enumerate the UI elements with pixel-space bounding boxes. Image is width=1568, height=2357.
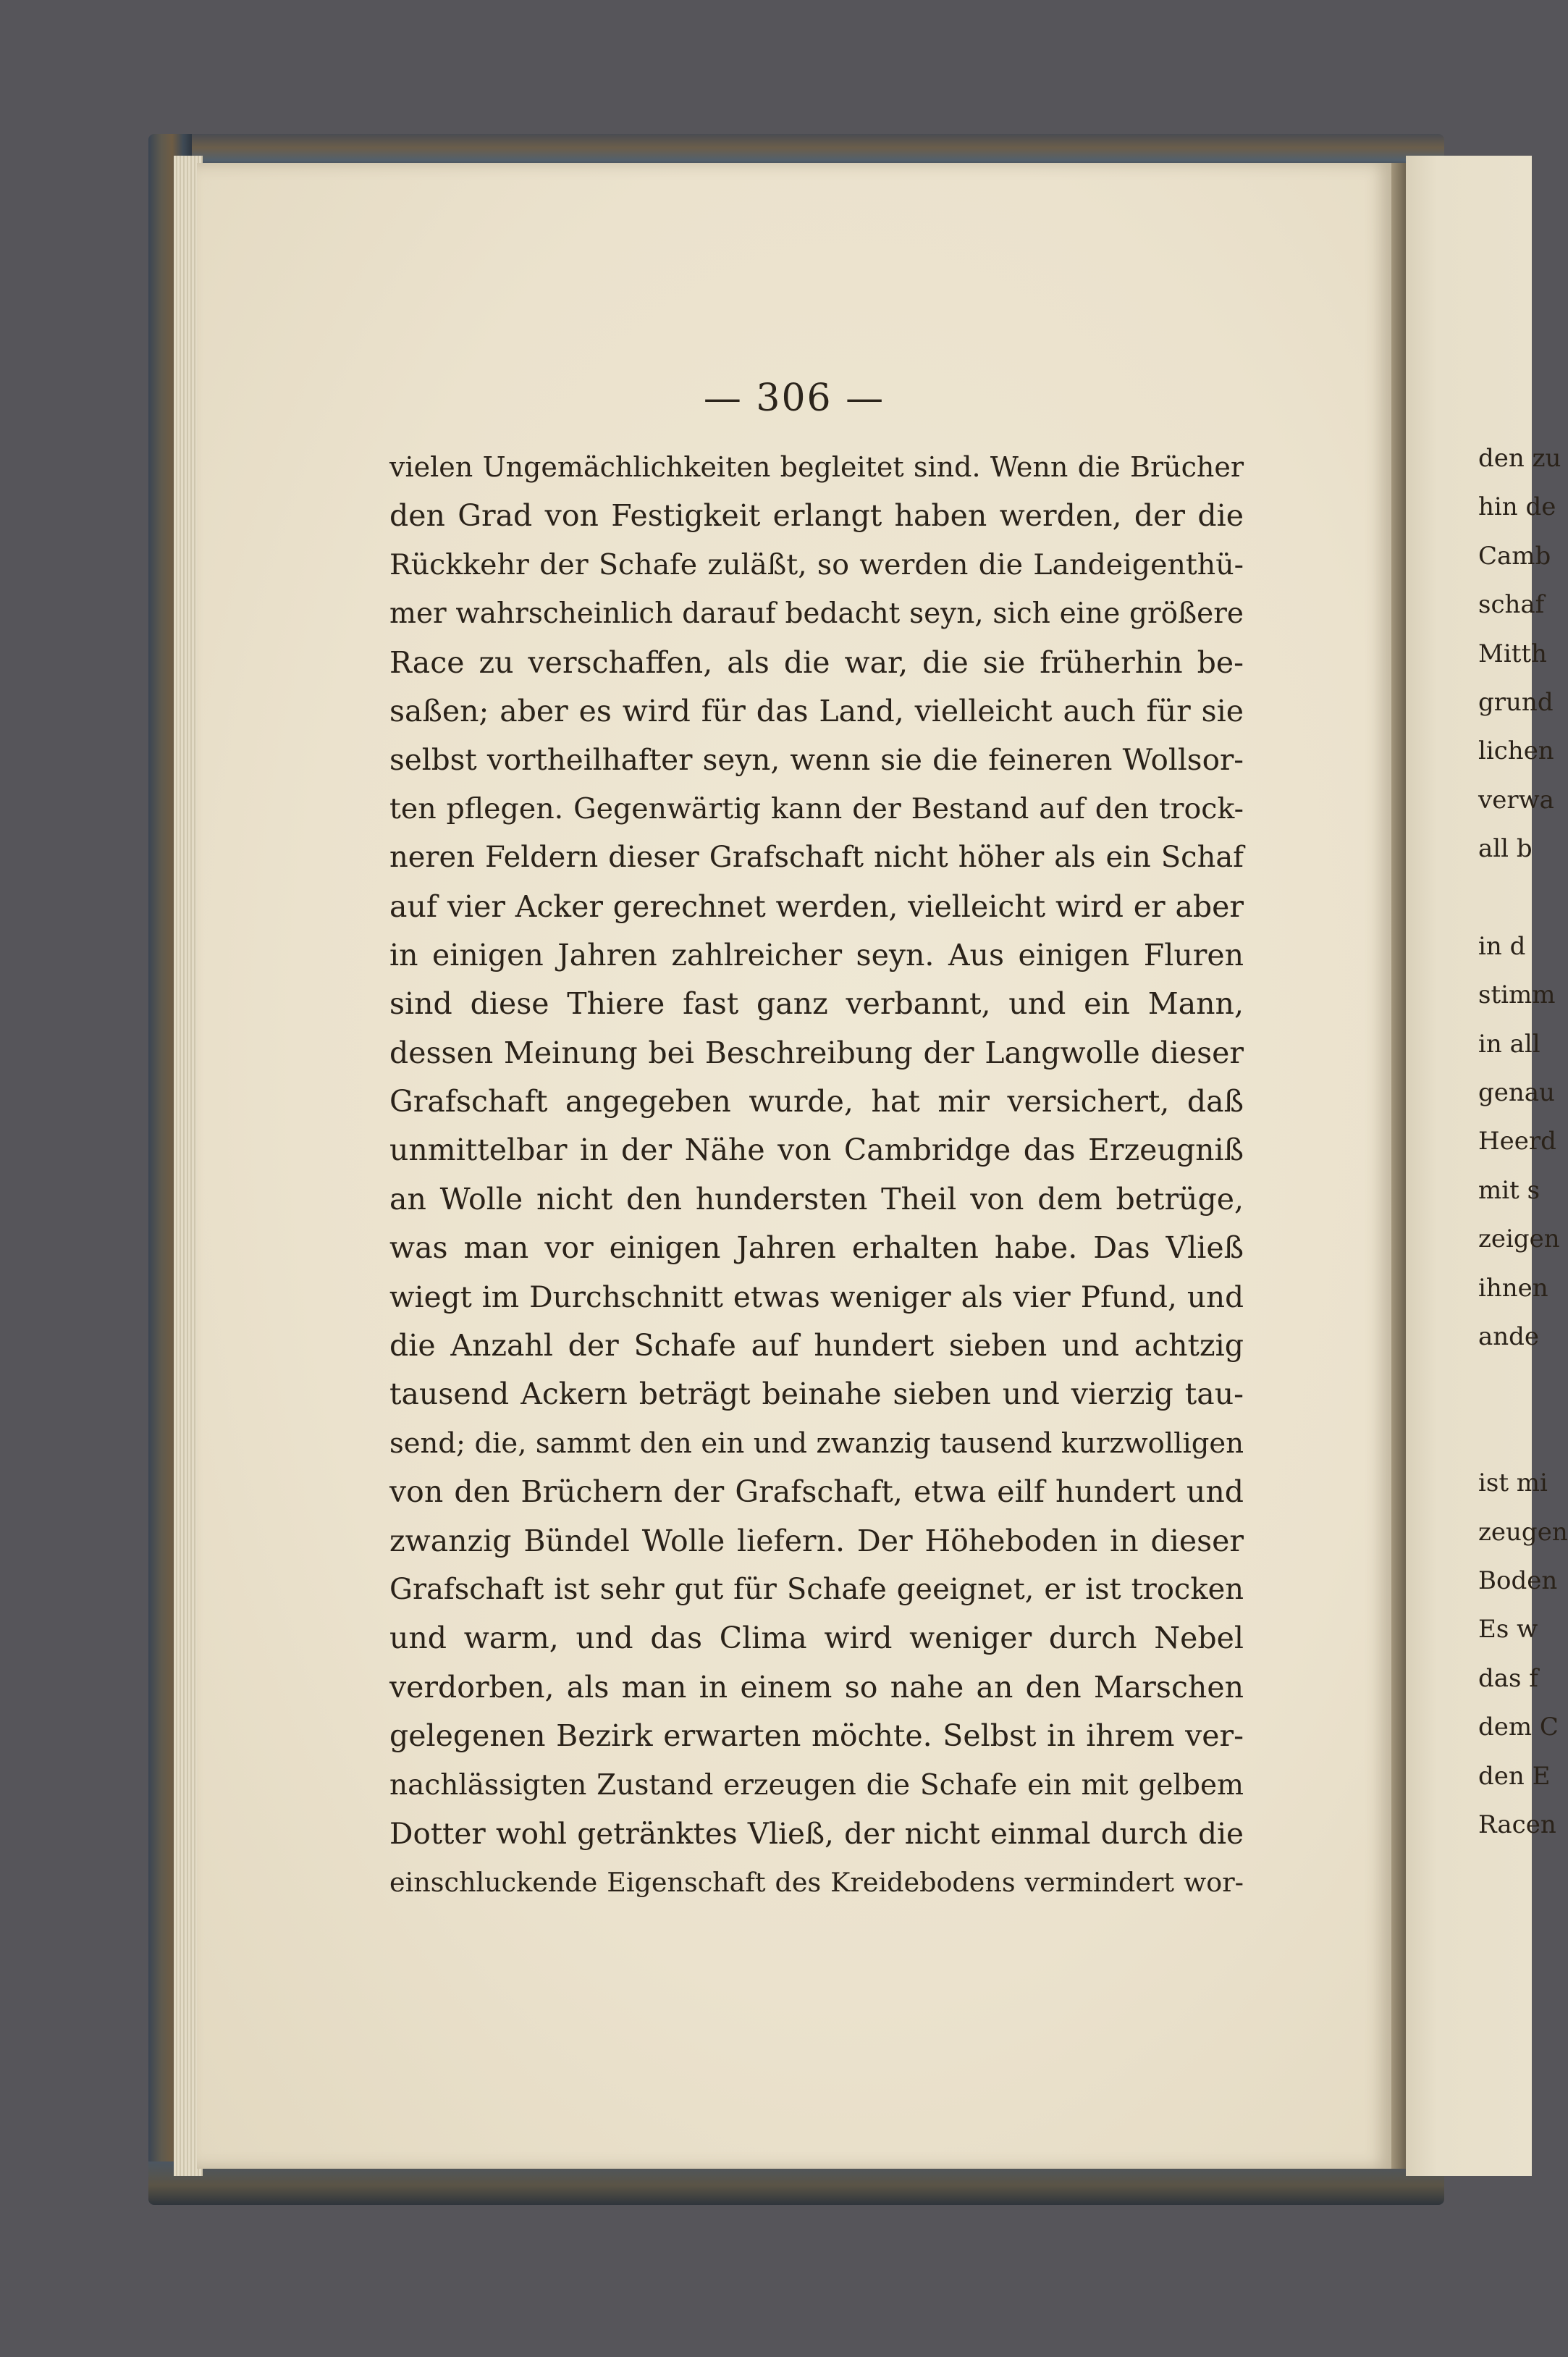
facing-page-fragment: schaf [1478, 590, 1545, 620]
facing-page-fragment: Mitth [1478, 639, 1547, 668]
facing-page-fragment: in d [1478, 931, 1526, 961]
facing-page-fragment: das f [1478, 1663, 1538, 1693]
text-line: Rückkehr der Schafe zuläßt, so werden die Landeigenthü- [389, 547, 1244, 581]
facing-page-fragment: dem C [1478, 1713, 1559, 1742]
text-line: tausend Ackern beträgt beinahe sieben und vierzig tau- [389, 1377, 1244, 1412]
text-line: mer wahrscheinlich darauf bedacht seyn, sich eine größere [389, 597, 1244, 631]
facing-page-fragment: Camb [1478, 541, 1551, 571]
text-line: einschluckende Eigenschaft des Kreidebodens vermindert wor- [389, 1867, 1244, 1899]
text-line: gelegenen Bezirk erwarten möchte. Selbst in ihrem ver- [389, 1718, 1244, 1754]
text-line: von den Brüchern der Grafschaft, etwa eilf hundert und [389, 1474, 1244, 1510]
text-line: auf vier Acker gerechnet werden, vielleicht wird er aber [389, 888, 1244, 924]
text-line: zwanzig Bündel Wolle liefern. Der Höheboden in dieser [389, 1523, 1244, 1558]
facing-page-fragment: ihnen [1478, 1273, 1548, 1303]
text-line: an Wolle nicht den hundersten Theil von dem betrüge, [389, 1181, 1244, 1217]
facing-page-fragment: zeugen [1478, 1517, 1568, 1547]
text-line: und warm, und das Clima wird weniger durch Nebel [389, 1621, 1244, 1656]
facing-page-fragment: den E [1478, 1761, 1551, 1791]
text-line: verdorben, als man in einem so nahe an den Marschen [389, 1669, 1244, 1705]
text-line: Grafschaft ist sehr gut für Schafe geeignet, er ist trocken [389, 1572, 1244, 1606]
facing-page-fragment: mit s [1478, 1175, 1540, 1205]
text-line: den Grad von Festigkeit erlangt haben werden, der die [389, 498, 1244, 534]
text-line: nachlässigten Zustand erzeugen die Schafe ein mit gelbem [389, 1768, 1244, 1802]
facing-page-fragment: hin de [1478, 492, 1556, 522]
facing-page-fragment: grund [1478, 687, 1554, 717]
text-line: saßen; aber es wird für das Land, vielleicht auch für sie [389, 693, 1244, 728]
text-line: send; die, sammt den ein und zwanzig tausend kurzwolligen [389, 1427, 1244, 1460]
facing-page-text-fragments [1478, 434, 1568, 1849]
page-number: — 306 — [703, 377, 885, 420]
text-line: Grafschaft angegeben wurde, hat mir versichert, daß [389, 1084, 1244, 1119]
facing-page-fragment: Boden [1478, 1566, 1558, 1595]
facing-page-fragment: verwa [1478, 785, 1554, 815]
facing-page-fragment: all b [1478, 834, 1533, 864]
text-line: ten pflegen. Gegenwärtig kann der Bestand auf den trock- [389, 791, 1244, 825]
facing-page-fragment: genau [1478, 1078, 1555, 1108]
facing-page-fragment: lichen [1478, 736, 1554, 766]
text-line: sind diese Thiere fast ganz verbannt, und ein Mann, [389, 986, 1244, 1022]
text-line: was man vor einigen Jahren erhalten habe. Das Vließ [389, 1230, 1244, 1266]
text-line: dessen Meinung bei Beschreibung der Langwolle dieser [389, 1035, 1244, 1070]
facing-page-fragment: in all [1478, 1029, 1540, 1059]
text-line: wiegt im Durchschnitt etwas weniger als vier Pfund, und [389, 1279, 1244, 1314]
page-body-text [389, 443, 1244, 1907]
text-line: selbst vortheilhafter seyn, wenn sie die feineren Wollsor- [389, 742, 1244, 778]
facing-page-fragment: Heerd [1478, 1127, 1556, 1156]
text-line: die Anzahl der Schafe auf hundert sieben und achtzig [389, 1328, 1244, 1364]
facing-page-fragment: zeigen [1478, 1224, 1560, 1254]
facing-page-fragment [1478, 874, 1536, 923]
facing-page-fragment: ande [1478, 1322, 1540, 1352]
facing-page-fragment: Racen [1478, 1810, 1556, 1839]
facing-page-fragment [1478, 1411, 1536, 1459]
text-line: Dotter wohl getränktes Vließ, der nicht einmal durch die [389, 1815, 1244, 1851]
text-line: in einigen Jahren zahlreicher seyn. Aus einigen Fluren [389, 937, 1244, 972]
text-line: neren Feldern dieser Grafschaft nicht höher als ein Schaf [389, 841, 1244, 875]
text-line: vielen Ungemächlichkeiten begleitet sind. Wenn die Brücher [389, 451, 1244, 483]
facing-page-fragment: stimm [1478, 980, 1556, 1010]
text-line: unmittelbar in der Nähe von Cambridge das Erzeugniß [389, 1133, 1244, 1168]
text-line: Race zu verschaffen, als die war, die sie früherhin be- [389, 644, 1244, 680]
facing-page-fragment: den zu [1478, 444, 1561, 473]
facing-page-fragment: ist mi [1478, 1469, 1548, 1498]
book-gutter [1391, 163, 1406, 2169]
facing-page-fragment [1478, 1361, 1536, 1410]
facing-page-fragment: Es w [1478, 1615, 1538, 1644]
